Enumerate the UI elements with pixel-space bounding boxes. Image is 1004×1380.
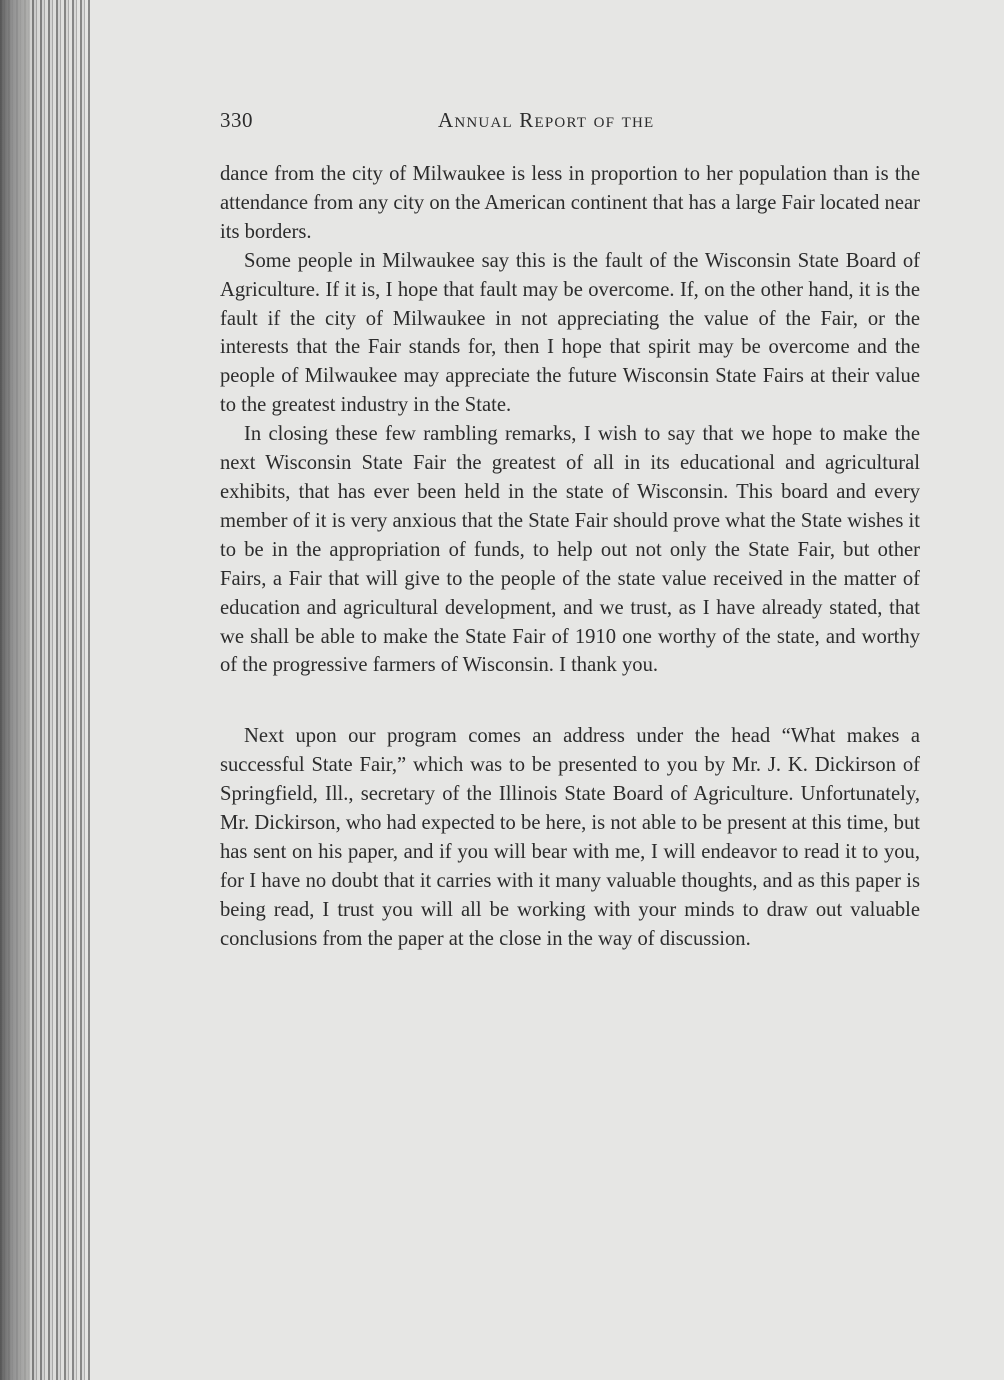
page-content [220,100,920,954]
paragraph-milwaukee-fault: Some people in Milwaukee say this is the fault of the Wisconsin State Board of Agriculture. If it is, I hope that fault may be overcome. If, on the other hand, it is the fault if the city of Milwaukee in not appreciating the value of the Fair, or the interests that the Fair stands for, then I hope that spirit may be overcome and the people of Milwaukee may appreciate the future Wisconsin State Fairs at their value to the greatest industry in the State. [220,249,920,417]
running-head-title: Annual Report of the [438,108,655,132]
paragraph-next-program: Next upon our program comes an address under the head “What makes a successful State Fair,” which was to be presented to you by Mr. J. K. Dickirson of Springfield, Ill., secretary of the Illinois State Board of Agriculture. Unfortunately, Mr. Dickirson, who had expected to be here, is not able to be present at this time, but has sent on his paper, and if you will bear with me, I will endeavor to read it to you, for I have no doubt that it carries with it many valuable thoughts, and as this paper is being read, I trust you will all be working with your minds to draw out valuable conclusions from the paper at the close in the way of discussion. [220,725,920,950]
running-head [220,100,920,140]
paragraph-closing-remarks: In closing these few rambling remarks, I wish to say that we hope to make the next Wisconsin State Fair the greatest of all in its educational and agricultural exhibits, that has ever been held in the state of Wisconsin. This board and every member of it is very anxious that the State Fair should prove what the State wishes it to be in the appropriation of funds, to help out not only the State Fair, but other Fairs, a Fair that will give to the people of the state value received in the matter of education and agricultural development, and we trust, as I have already stated, that we shall be able to make the State Fair of 1910 one worthy of the state, and worthy of the progressive farmers of Wisconsin. I thank you. [220,423,920,677]
paragraph-continued: dance from the city of Milwaukee is less in proportion to her population than is the attendance from any city on the American continent that has a large Fair located near its borders. [220,163,920,243]
page-number: 330 [220,108,253,132]
book-binding-edge [0,0,30,1380]
